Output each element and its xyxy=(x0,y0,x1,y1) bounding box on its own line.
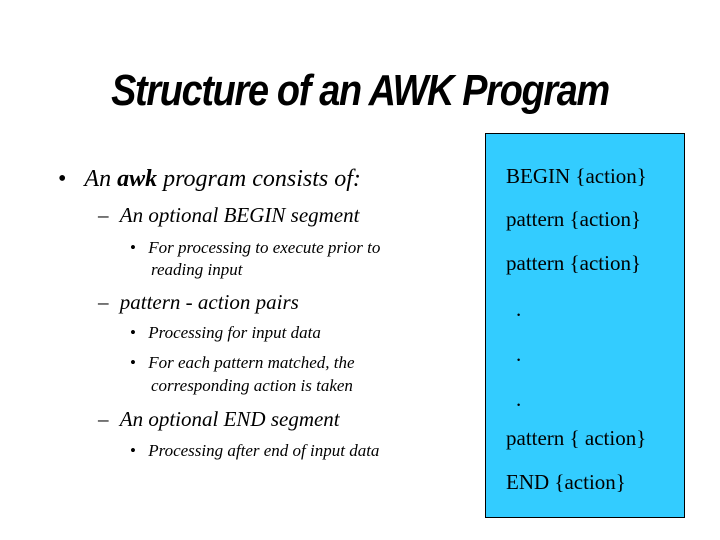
detail-pattern-2-line2: corresponding action is taken xyxy=(151,376,353,395)
detail-end xyxy=(130,440,379,461)
dash-marker: – xyxy=(98,290,109,314)
detail-pattern-1-text: Processing for input data xyxy=(148,323,321,342)
detail-pattern-2-line1: For each pattern matched, the xyxy=(148,353,355,372)
detail-pattern-2 xyxy=(130,352,355,373)
sub-item-pattern xyxy=(98,290,299,315)
bullet-main xyxy=(58,166,361,193)
small-bullet-marker: • xyxy=(130,441,136,460)
awk-structure-box xyxy=(485,133,685,518)
code-line-pattern-1: pattern {action} xyxy=(506,207,642,231)
sub-item-begin xyxy=(98,203,359,228)
sub-item-begin-text: An optional BEGIN segment xyxy=(119,203,360,227)
code-line-begin: BEGIN {action} xyxy=(506,164,647,188)
code-line-end: END {action} xyxy=(506,470,626,494)
detail-pattern-1 xyxy=(130,322,321,343)
code-line-ellipsis-3: . xyxy=(516,387,522,411)
detail-begin-line2: reading input xyxy=(151,260,243,279)
sub-item-end-text: An optional END segment xyxy=(119,407,340,431)
sub-item-pattern-text: pattern - action pairs xyxy=(119,290,299,314)
small-bullet-marker: • xyxy=(130,238,136,257)
bullet-main-prefix: An xyxy=(84,166,118,192)
dash-marker: – xyxy=(98,203,109,227)
dash-marker: – xyxy=(98,407,109,431)
code-line-pattern-2: pattern {action} xyxy=(506,251,642,275)
code-line-ellipsis-2: . xyxy=(516,342,522,366)
bullet-main-suffix: program consists of: xyxy=(157,166,361,192)
small-bullet-marker: • xyxy=(130,323,136,342)
detail-begin-line1: For processing to execute prior to xyxy=(148,238,381,257)
sub-item-end xyxy=(98,407,340,432)
detail-end-text: Processing after end of input data xyxy=(148,441,380,460)
small-bullet-marker: • xyxy=(130,353,136,372)
code-line-ellipsis-1: . xyxy=(516,297,522,321)
code-line-pattern-3: pattern { action} xyxy=(506,426,647,450)
detail-begin xyxy=(130,237,380,258)
slide-title: Structure of an AWK Program xyxy=(111,66,609,115)
bullet-marker: • xyxy=(58,166,67,192)
bullet-main-bold: awk xyxy=(117,166,158,192)
